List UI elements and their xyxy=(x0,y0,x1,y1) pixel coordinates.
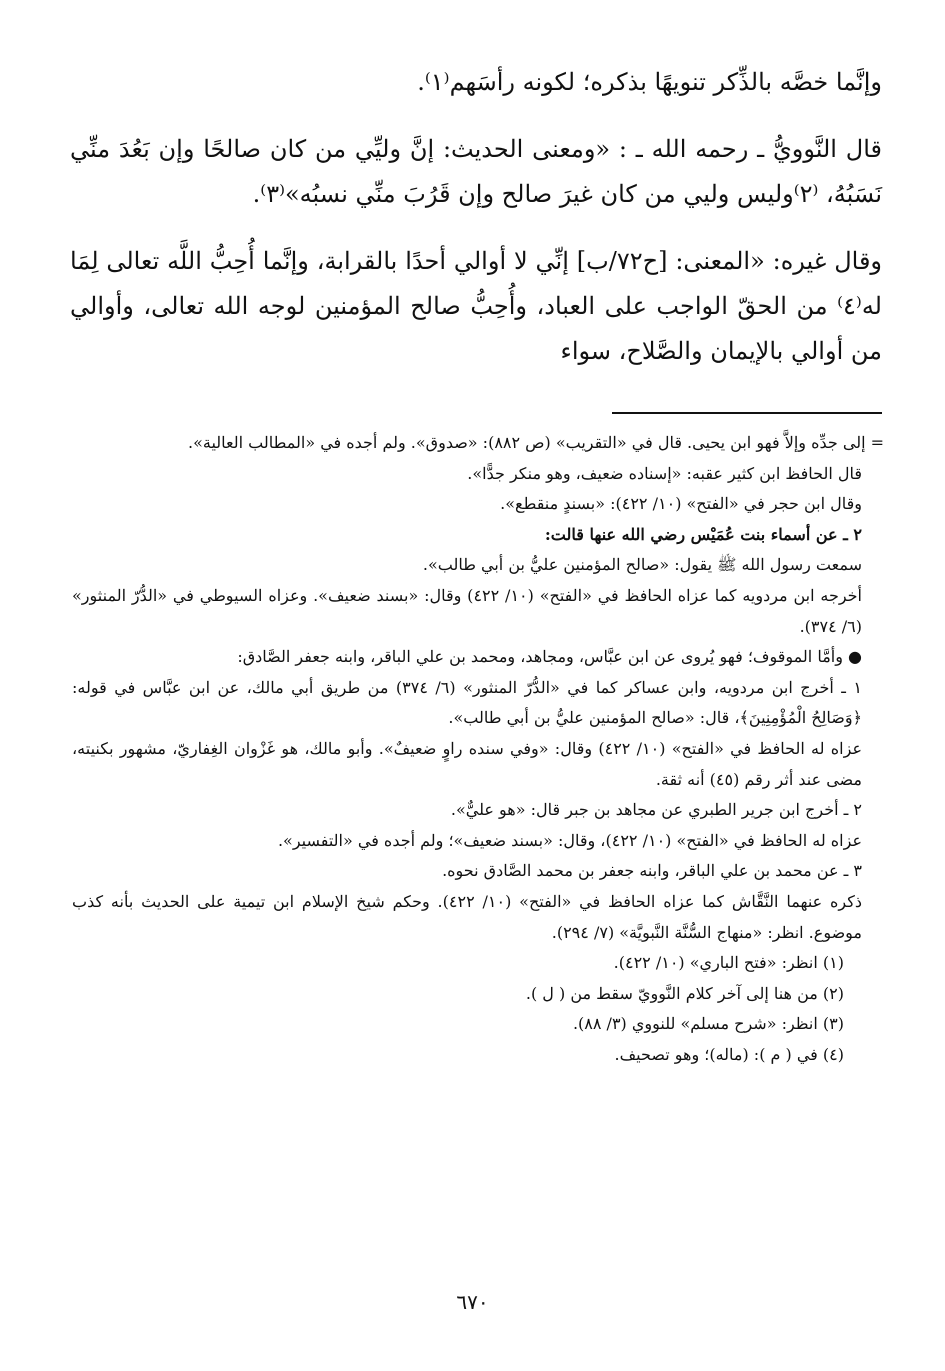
footnote-line: ذكره عنهما النَّقَّاش كما عزاه الحافظ في «الفتح» (١٠/ ٤٢٢). وحكم شيخ الإسلام ابن تيمية على الحديث بأنه كذب موضوع. انظر: «منهاج السُّنَّة النَّبويَّة» (٧/ ٢٩٤). xyxy=(72,891,863,942)
footnote-line: ٢ ـ أخرج ابن جرير الطبري عن مجاهد بن جبر قال: «هو عليٌّ». xyxy=(450,800,862,820)
footnote-separator xyxy=(612,412,882,414)
footnote-line: ١ ـ أخرج ابن مردويه، وابن عساكر كما في «الدُّرّ المنثور» (٦/ ٣٧٤) من طريق أبي مالك، عن ابن عبَّاس في قوله: ﴿وَصَالِحُ الْمُؤْمِنِينَ﴾، قال: «صالح المؤمنين عليُّ بن أبي طالب». xyxy=(72,677,863,728)
main-text xyxy=(70,60,882,396)
footnote-line: ٢ ـ عن أسماء بنت عُمَيْس رضي الله عنها قالت: xyxy=(544,524,862,544)
footnote-item: (٢) من هنا إلى آخر كلام النَّوويّ سقط من ( ل ). xyxy=(525,983,844,1003)
footnote-line: عزاه له الحافظ في «الفتح» (١٠/ ٤٢٢)، وقال: «بسند ضعيف»؛ ولم أجده في «التفسير». xyxy=(277,830,862,850)
footnote-item: (١) انظر: «فتح الباري» (١٠/ ٤٢٢). xyxy=(613,953,844,973)
footnote-line: ٣ ـ عن محمد بن علي الباقر، وابنه جعفر بن محمد الصَّادق نحوه. xyxy=(442,861,862,881)
page-number: ٦٧٠ xyxy=(456,1290,489,1314)
footnote-line: = إلى جدِّه وإلاَّ فهو ابن يحيى. قال في «التقريب» (ص ٨٨٢): «صدوق». ولم أجده في «المطالب العالية». xyxy=(188,433,884,452)
main-paragraph-1: وإنَّما خصَّه بالذِّكر تنويهًا بذكره؛ لكونه رأسَهم⁽١⁾. xyxy=(417,68,882,96)
footnote-item: (٤) في ( م ): (ماله)؛ وهو تصحيف. xyxy=(614,1044,844,1064)
footnote-line: عزاه له الحافظ في «الفتح» (١٠/ ٤٢٢) وقال: «وفي سنده راوٍ ضعيفٌ». وأبو مالك، هو غَزْوان الغِفاريّ، مشهور بكنيته، مضى عند أثر رقم (٤٥) أنه ثقة. xyxy=(72,738,862,789)
footnote-item: (٣) انظر: «شرح مسلم» للنووي (٣/ ٨٨). xyxy=(572,1014,844,1034)
main-paragraph-3: وقال غيره: «المعنى: [ح٧٢/ب] إنِّي لا أوالي أحدًا بالقرابة، وإنَّما أُحِبُّ اللَّه تعالى لِمَا له⁽٤⁾ من الحقّ الواجب على العباد، وأُحِبُّ صالح المؤمنين لوجه الله تعالى، وأوالي من أوالي بالإيمان والصَّلاح، سواء xyxy=(70,247,883,365)
footnote-line: وقال ابن حجر في «الفتح» (١٠/ ٤٢٢): «بسندٍ منقطع». xyxy=(500,494,862,514)
footnote-line: قال الحافظ ابن كثير عقبه: «إسناده ضعيف، وهو منكر جدًّا». xyxy=(467,463,862,483)
footnote-line: سمعت رسول الله ﷺ يقول: «صالح المؤمنين عليُّ بن أبي طالب». xyxy=(422,555,862,575)
footnotes xyxy=(72,428,884,1070)
main-paragraph-2: قال النَّوويُّ ـ رحمه الله ـ : «ومعنى الحديث: إنَّ وليِّي من كان صالحًا وإن بَعُدَ منِّي نَسَبُهُ، ⁽٢⁾وليس وليي من كان غيرَ صالح وإن قَرُبَ منِّي نسبُه»⁽٣⁾. xyxy=(70,135,882,208)
footnote-line: أخرجه ابن مردويه كما عزاه الحافظ في «الفتح» (١٠/ ٤٢٢) وقال: «بسند ضعيف». وعزاه السيوطي في «الدُّرّ المنثور» (٦/ ٣٧٤). xyxy=(72,585,863,636)
footnote-line: ● وأمَّا الموقوف؛ فهو يُروى عن ابن عبَّاس، ومجاهد، ومحمد بن علي الباقر، وابنه جعفر الصَّادق: xyxy=(237,647,862,667)
